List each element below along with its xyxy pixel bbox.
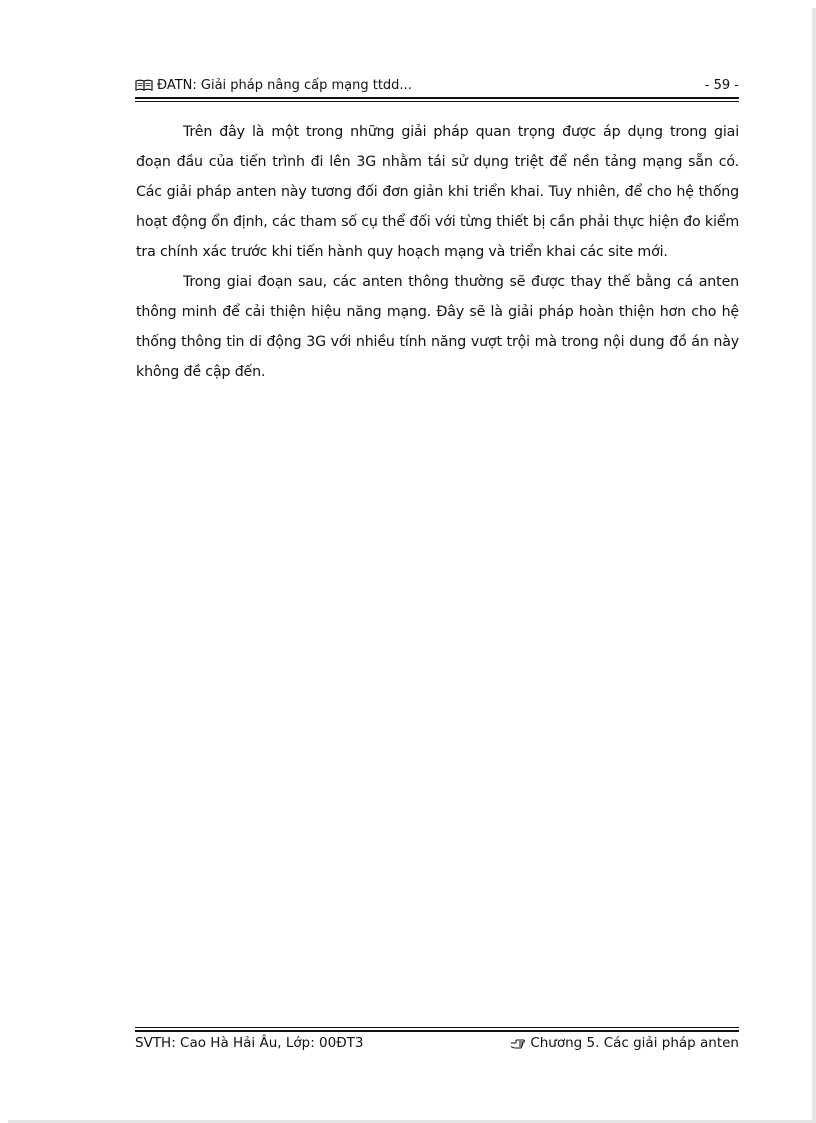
pointing-hand-icon <box>510 1038 525 1049</box>
header-title: ĐATN: Giải pháp nâng cấp mạng ttdd... <box>157 78 412 93</box>
footer-rule-thin <box>135 1027 739 1028</box>
footer-student: SVTH: Cao Hà Hải Âu, Lớp: 00ĐT3 <box>135 1035 364 1051</box>
footer-chapter: Chương 5. Các giải pháp anten <box>530 1035 739 1051</box>
footer-chapter-group <box>510 1035 739 1051</box>
page-footer <box>135 1035 739 1055</box>
page-header <box>135 78 739 96</box>
header-title-group <box>135 78 412 93</box>
header-rule-thin <box>135 101 739 102</box>
page-shadow-right <box>812 8 816 1120</box>
body-content <box>136 117 739 387</box>
page-number: - 59 - <box>704 78 739 93</box>
footer-rule-thick <box>135 1030 739 1032</box>
header-rule-thick <box>135 97 739 99</box>
paragraph-1: Trên đây là một trong những giải pháp quan trọng được áp dụng trong giai đoạn đầu của tiến trình đi lên 3G nhằm tái sử dụng triệt để nền tảng mạng sẵn có. Các giải pháp anten này tương đối đơn giản khi triển khai. Tuy nhiên, để cho hệ thống hoạt động ổn định, các tham số cụ thể đối với từng thiết bị cần phải thực hiện đo kiểm tra chính xác trước khi tiến hành quy hoạch mạng và triển khai các site mới. <box>136 124 739 260</box>
open-book-icon <box>135 79 153 92</box>
paragraph-2: Trong giai đoạn sau, các anten thông thường sẽ được thay thế bằng cá anten thông minh để cải thiện hiệu năng mạng. Đây sẽ là giải pháp hoàn thiện hơn cho hệ thống thông tin di động 3G với nhiều tính năng vượt trội mà trong nội dung đồ án này không đề cập đến. <box>136 274 739 380</box>
